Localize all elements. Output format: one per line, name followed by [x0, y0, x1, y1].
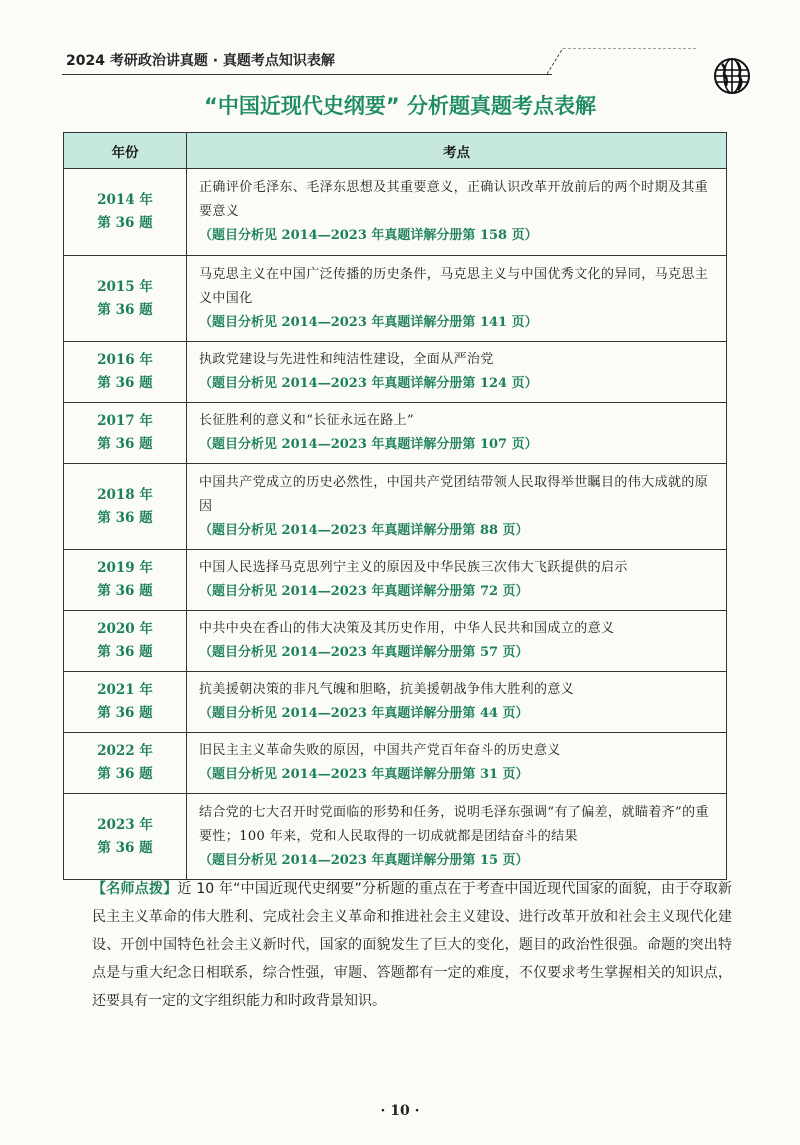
column-header-year: 年份	[64, 133, 187, 169]
point-text: 结合党的七大召开时党面临的形势和任务，说明毛泽东强调“有了偏差，就瞄着齐”的重要性；100 年来，党和人民取得的一切成就都是团结奋斗的结果	[199, 804, 709, 844]
year-label: 2015 年	[97, 278, 153, 295]
teacher-tip-label: 【名师点拨】	[92, 881, 178, 897]
year-label: 2023 年	[97, 816, 153, 833]
year-label: 2021 年	[97, 682, 153, 698]
question-label: 第 36 题	[97, 644, 153, 660]
point-cell	[187, 464, 727, 550]
point-text: 中国人民选择马克思列宁主义的原因及中华民族三次伟大飞跃提供的启示	[199, 560, 628, 575]
year-cell	[64, 733, 187, 794]
question-label: 第 36 题	[97, 766, 153, 782]
reference-text: （题目分析见 2014—2023 年真题详解分册第 141 页）	[199, 314, 538, 330]
table-row	[64, 464, 727, 550]
year-label: 2022 年	[97, 743, 153, 759]
year-cell	[64, 550, 187, 611]
year-cell	[64, 464, 187, 550]
knowledge-table	[63, 132, 727, 880]
header-dashed-decoration	[547, 48, 697, 74]
point-cell	[187, 733, 727, 794]
point-text: 中国共产党成立的历史必然性，中国共产党团结带领人民取得举世瞩目的伟大成就的原因	[199, 474, 709, 514]
table-row	[64, 342, 727, 403]
reference-text: （题目分析见 2014—2023 年真题详解分册第 15 页）	[199, 852, 529, 868]
point-cell	[187, 256, 727, 342]
point-cell	[187, 342, 727, 403]
year-label: 2020 年	[97, 621, 153, 637]
question-label: 第 36 题	[97, 436, 153, 452]
year-cell	[64, 256, 187, 342]
year-cell	[64, 611, 187, 672]
reference-text: （题目分析见 2014—2023 年真题详解分册第 158 页）	[199, 228, 538, 243]
year-cell	[64, 672, 187, 733]
year-cell	[64, 794, 187, 880]
year-label: 2016 年	[97, 352, 153, 368]
running-header	[22, 30, 722, 70]
question-label: 第 36 题	[97, 839, 153, 856]
point-text: 正确评价毛泽东、毛泽东思想及其重要意义，正确认识改革开放前后的两个时期及其重要意义	[199, 180, 709, 219]
table-header-row	[64, 133, 727, 169]
point-cell	[187, 611, 727, 672]
question-label: 第 36 题	[97, 583, 153, 599]
point-text: 抗美援朝决策的非凡气魄和胆略，抗美援朝战争伟大胜利的意义	[199, 682, 575, 697]
year-cell	[64, 169, 187, 256]
question-label: 第 36 题	[97, 705, 153, 721]
year-cell	[64, 342, 187, 403]
page-number: · 10 ·	[380, 1103, 420, 1119]
column-header-point: 考点	[187, 133, 727, 169]
year-label: 2014 年	[97, 192, 153, 208]
table-row	[64, 794, 727, 880]
point-text: 旧民主主义革命失败的原因，中国共产党百年奋斗的历史意义	[199, 743, 561, 758]
question-label: 第 36 题	[97, 301, 153, 318]
table-row	[64, 672, 727, 733]
point-cell	[187, 550, 727, 611]
point-cell	[187, 794, 727, 880]
question-label: 第 36 题	[97, 509, 153, 526]
point-text: 长征胜利的意义和“长征永远在路上”	[199, 413, 415, 428]
question-label: 第 36 题	[97, 375, 153, 391]
year-label: 2017 年	[97, 413, 153, 429]
reference-text: （题目分析见 2014—2023 年真题详解分册第 107 页）	[199, 437, 538, 452]
question-label: 第 36 题	[97, 215, 153, 231]
year-label: 2018 年	[97, 486, 153, 503]
reference-text: （题目分析见 2014—2023 年真题详解分册第 124 页）	[199, 376, 538, 391]
reference-text: （题目分析见 2014—2023 年真题详解分册第 72 页）	[199, 584, 529, 599]
point-text: 中共中央在香山的伟大决策及其历史作用，中华人民共和国成立的意义	[199, 621, 615, 636]
header-rule	[62, 74, 552, 75]
table-row	[64, 403, 727, 464]
teacher-tip	[92, 875, 732, 1015]
point-cell	[187, 169, 727, 256]
reference-text: （题目分析见 2014—2023 年真题详解分册第 31 页）	[199, 767, 529, 782]
running-header-text: 2024 考研政治讲真题 · 真题考点知识表解	[66, 53, 335, 69]
year-cell	[64, 403, 187, 464]
point-cell	[187, 403, 727, 464]
reference-text: （题目分析见 2014—2023 年真题详解分册第 88 页）	[199, 522, 529, 538]
teacher-tip-text: 近 10 年“中国近现代史纲要”分析题的重点在于考查中国近现代国家的面貌，由于夺取新民主主义革命的伟大胜利、完成社会主义革命和推进社会主义建设、进行改革开放和社会主义现代化建设、开创中国特色社会主义新时代，国家的面貌发生了巨大的变化，题目的政治性很强。命题的突出特点是与重大纪念日相联系，综合性强，审题、答题都有一定的难度，不仅要求考生掌握相关的知识点，还要具有一定的文字组织能力和时政背景知识。	[92, 881, 732, 1009]
table-row	[64, 169, 727, 256]
table-row	[64, 733, 727, 794]
point-text: 执政党建设与先进性和纯洁性建设，全面从严治党	[199, 352, 494, 367]
table-row	[64, 256, 727, 342]
page-title: “中国近现代史纲要” 分析题真题考点表解	[204, 94, 596, 118]
table-row	[64, 611, 727, 672]
reference-text: （题目分析见 2014—2023 年真题详解分册第 44 页）	[199, 706, 529, 721]
table-row	[64, 550, 727, 611]
point-text: 马克思主义在中国广泛传播的历史条件，马克思主义与中国优秀文化的异同，马克思主义中国化	[199, 266, 709, 306]
year-label: 2019 年	[97, 560, 153, 576]
reference-text: （题目分析见 2014—2023 年真题详解分册第 57 页）	[199, 645, 529, 660]
point-cell	[187, 672, 727, 733]
